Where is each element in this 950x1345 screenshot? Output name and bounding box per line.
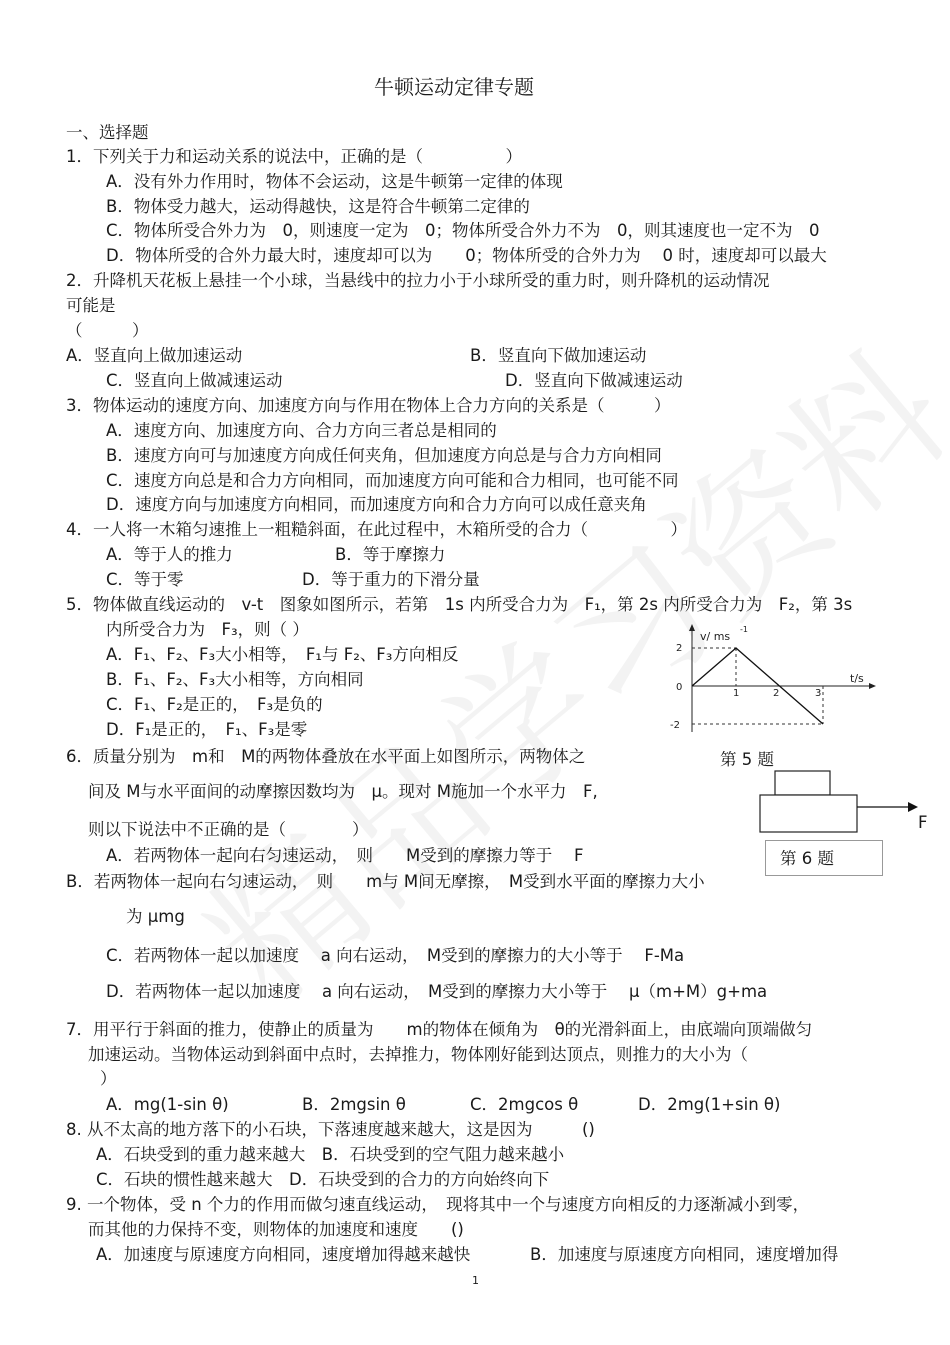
block-m bbox=[775, 771, 830, 795]
q9-option-b: B．加速度与原速度方向相同，速度增加得 bbox=[530, 1245, 839, 1264]
fig5-caption: 第 5 题 bbox=[720, 750, 774, 769]
q4-option-c: C．等于零 bbox=[106, 570, 184, 589]
vt-y-label-sup: -1 bbox=[740, 625, 748, 634]
q1-option-b: B．物体受力越大，运动得越快，这是符合牛顿第二定律的 bbox=[106, 197, 530, 216]
vt-tick-x-3: 3 bbox=[815, 688, 822, 699]
q4-option-d: D．等于重力的下滑分量 bbox=[302, 570, 480, 589]
page-number: 1 bbox=[472, 1274, 479, 1287]
q2-stem: 2．升降机天花板上悬挂一个小球，当悬线中的拉力小于小球所受的重力时，则升降机的运动情况 bbox=[66, 271, 770, 290]
vt-tick-x-2: 2 bbox=[773, 688, 780, 699]
vt-x-label: t/s bbox=[850, 672, 864, 685]
q1-option-d: D．物体所受的合外力最大时，速度却可以为 0；物体所受的合外力为 0 时，速度却可以最大 bbox=[106, 246, 827, 265]
q6-stem: 6．质量分别为 m和 M的两物体叠放在水平面上如图所示，两物体之 bbox=[66, 747, 586, 766]
q6-stem-line2: 间及 M与水平面间的动摩擦因数均为 μ。现对 M施加一个水平力 F, bbox=[88, 782, 598, 801]
vt-tick-x-1: 1 bbox=[733, 688, 740, 699]
q4-option-a: A．等于人的推力 bbox=[106, 545, 233, 564]
q6-option-b-line2: 为 μmg bbox=[126, 907, 185, 926]
q4-option-b: B．等于摩擦力 bbox=[335, 545, 446, 564]
q7-option-a: A．mg(1-sin θ) bbox=[106, 1095, 229, 1114]
vt-tick-y-bottom: -2 bbox=[670, 720, 680, 731]
q2-option-b: B．竖直向下做加速运动 bbox=[470, 346, 647, 365]
q2-option-a: A．竖直向上做加速运动 bbox=[66, 346, 243, 365]
q3-option-b: B．速度方向可与加速度方向成任何夹角，但加速度方向总是与合力方向相同 bbox=[106, 446, 662, 465]
vt-y-axis-arrow bbox=[689, 624, 695, 631]
q5-option-c: C．F₁、F₂是正的， F₃是负的 bbox=[106, 695, 323, 714]
q8-options-cd: C．石块的惯性越来越大 D．石块受到的合力的方向始终向下 bbox=[96, 1170, 550, 1189]
q5-option-b: B．F₁、F₂、F₃大小相等，方向相同 bbox=[106, 670, 364, 689]
q7-stem-line2: 加速运动。当物体运动到斜面中点时，去掉推力，物体刚好能到达顶点，则推力的大小为（ bbox=[88, 1045, 748, 1064]
vt-graph-figure bbox=[660, 620, 890, 740]
fig6-caption: 第 6 题 bbox=[780, 849, 834, 868]
q7-stem-line3: ） bbox=[100, 1069, 117, 1088]
q5-stem-line2: 内所受合力为 F₃，则（ ） bbox=[106, 620, 309, 639]
q2-option-c: C．竖直向上做减速运动 bbox=[106, 371, 283, 390]
q2-option-d: D．竖直向下做减速运动 bbox=[505, 371, 683, 390]
q1-option-a: A．没有外力作用时，物体不会运动，这是牛顿第一定律的体现 bbox=[106, 172, 563, 191]
q7-option-d: D．2mg(1+sin θ) bbox=[638, 1095, 781, 1114]
q3-option-d: D．速度方向与加速度方向相同，而加速度方向和合力方向可以成任意夹角 bbox=[106, 495, 647, 514]
q9-stem: 9. 一个物体，受 n 个力的作用而做匀速直线运动， 现将其中一个与速度方向相反的力逐渐减小到零， bbox=[66, 1195, 810, 1214]
q3-option-c: C．速度方向总是和合力方向相同，而加速度方向可能和合力相同，也可能不同 bbox=[106, 471, 679, 490]
q3-stem: 3．物体运动的速度方向、加速度方向与作用在物体上合力方向的关系是（ ） bbox=[66, 396, 671, 415]
q6-option-a: A．若两物体一起向右匀速运动， 则 M受到的摩擦力等于 F bbox=[106, 846, 584, 865]
q8-options-ab: A．石块受到的重力越来越大 B．石块受到的空气阻力越来越小 bbox=[96, 1145, 565, 1164]
force-arrow-head bbox=[908, 802, 918, 812]
blocks-figure bbox=[755, 768, 935, 838]
q6-option-d: D．若两物体一起以加速度 a 向右运动， M受到的摩擦力大小等于 μ（m+M）g+ma bbox=[106, 982, 768, 1001]
q7-stem: 7．用平行于斜面的推力，使静止的质量为 m的物体在倾角为 θ的光滑斜面上，由底端向顶端做匀 bbox=[66, 1020, 813, 1039]
q4-stem: 4．一人将一木箱匀速推上一粗糙斜面，在此过程中，木箱所受的合力（ ） bbox=[66, 520, 687, 539]
q6-option-b: B．若两物体一起向右匀速运动， 则 m与 M间无摩擦， M受到水平面的摩擦力大小 bbox=[66, 872, 705, 891]
q1-option-c: C．物体所受合外力为 0，则速度一定为 0；物体所受合外力不为 0，则其速度也一定不为 0 bbox=[106, 221, 820, 240]
q5-option-a: A．F₁、F₂、F₃大小相等， F₁与 F₂、F₃方向相反 bbox=[106, 645, 459, 664]
q2-stem-line2: 可能是 bbox=[66, 296, 116, 315]
q6-option-c: C．若两物体一起以加速度 a 向右运动， M受到的摩擦力的大小等于 F-Ma bbox=[106, 946, 685, 965]
q2-answer-blank: （ ） bbox=[66, 321, 149, 340]
q1-stem: 1．下列关于力和运动关系的说法中，正确的是（ ） bbox=[66, 147, 522, 166]
q7-option-b: B．2mgsin θ bbox=[302, 1095, 406, 1114]
q6-stem-line3: 则以下说法中不正确的是（ ） bbox=[88, 820, 369, 839]
q8-stem: 8. 从不太高的地方落下的小石块，下落速度越来越大，这是因为 () bbox=[66, 1120, 595, 1139]
vt-tick-y-zero: 0 bbox=[676, 682, 683, 693]
section-heading: 一、选择题 bbox=[66, 123, 149, 142]
force-label: F bbox=[918, 813, 928, 832]
vt-x-axis-arrow bbox=[869, 683, 876, 689]
vt-tick-y-top: 2 bbox=[676, 643, 683, 654]
q5-stem: 5．物体做直线运动的 v-t 图象如图所示，若第 1s 内所受合力为 F₁，第 2s 内所受合力为 F₂，第 3s bbox=[66, 595, 853, 614]
vt-y-label: v/ ms bbox=[700, 630, 731, 643]
page-title: 牛顿运动定律专题 bbox=[374, 75, 534, 99]
q9-option-a: A．加速度与原速度方向相同，速度增加得越来越快 bbox=[96, 1245, 471, 1264]
q3-option-a: A．速度方向、加速度方向、合力方向三者总是相同的 bbox=[106, 421, 497, 440]
q7-option-c: C．2mgcos θ bbox=[470, 1095, 579, 1114]
q9-stem-line2: 而其他的力保持不变，则物体的加速度和速度 () bbox=[88, 1220, 464, 1239]
block-M bbox=[760, 795, 857, 832]
q5-option-d: D．F₁是正的， F₁、F₃是零 bbox=[106, 720, 308, 739]
